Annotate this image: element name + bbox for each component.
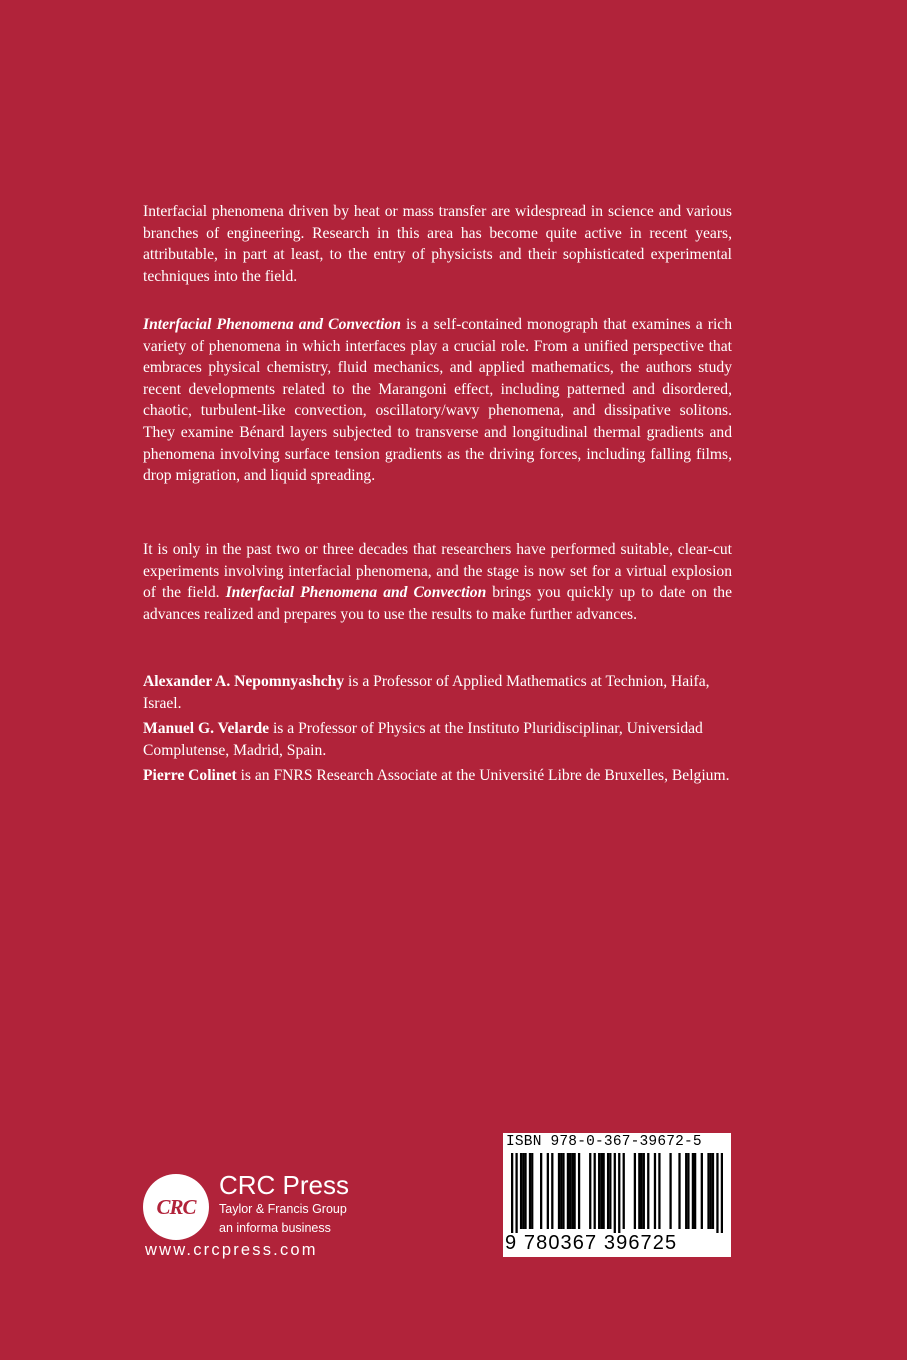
publisher-url: www.crcpress.com [145,1241,318,1259]
description-paragraph-3 [143,539,732,625]
barcode-bar [623,1153,625,1229]
author-bio [143,765,732,787]
barcode-bar [694,1153,696,1229]
crc-logo-text: CRC [156,1194,196,1219]
author-bio [143,718,732,761]
barcode-bars [511,1153,723,1233]
author-description: is an FNRS Research Associate at the Université Libre de Bruxelles, Belgium. [236,767,730,785]
barcode-bar [558,1153,560,1229]
barcode-bar [692,1153,694,1229]
barcode-bar [551,1153,553,1229]
barcode-bar [607,1153,609,1229]
barcode-bar [600,1153,602,1229]
barcode-bar [602,1153,604,1229]
author-bio [143,671,732,714]
barcode-bar [540,1153,542,1229]
barcode-bar [685,1153,687,1229]
author-description: is a Professor of Physics at the Instituto Pluridisciplinar, Universidad Complutense, Madrid, Spain. [143,720,703,759]
publisher-name: CRC Press [219,1170,350,1200]
barcode-bar [678,1153,680,1229]
barcode-bar [687,1153,689,1229]
barcode-bar [515,1153,517,1233]
barcode-bar [707,1153,709,1229]
author-bios [143,671,732,791]
barcode-bar [524,1153,526,1229]
barcode-bar [520,1153,522,1229]
barcode-bar [647,1153,649,1229]
book-title-emphasis: Interfacial Phenomena and Convection [143,316,401,333]
paragraph-2-text: is a self-contained monograph that examines a rich variety of phenomena in which interfaces play a crucial role. From a unified perspective that embraces physical chemistry, fluid mechanics, and applied mathematics, the authors study recent developments related to the Marangoni effect, including patterned and disordered, chaotic, turbulent-like convection, oscillatory/wavy phenomena, and dissipative solitons. They examine Bénard layers subjected to transverse and longitudinal thermal gradients and phenomena involving surface tension gradients as the driving forces, including falling films, drop migration, and liquid spreading. [143,316,732,485]
author-name: Manuel G. Velarde [143,720,270,738]
barcode-bar [712,1153,714,1229]
description-paragraph-1 [143,201,732,287]
barcode-digits: 9 780367 396725 [505,1232,678,1254]
barcode-bar [594,1153,596,1229]
barcode-bar [562,1153,564,1229]
barcode-bar [571,1153,573,1229]
publisher-tagline: an informa business [219,1221,331,1235]
barcode-bar [643,1153,645,1229]
barcode-bar [716,1153,718,1233]
barcode-bar [669,1153,671,1229]
barcode-bar [589,1153,591,1229]
barcode-bar [640,1153,642,1229]
barcode-bar [522,1153,524,1229]
barcode-bar [567,1153,569,1229]
barcode-bar [638,1153,640,1229]
paragraph-1-text: Interfacial phenomena driven by heat or mass transfer are widespread in science and various branches of engineering. Research in this area has become quite active in recent years, attributable, in part at least, to the entry of physicists and their sophisticated experimental techniques into the field. [143,203,732,285]
barcode-bar [701,1153,703,1229]
barcode-bar [654,1153,656,1229]
barcode-bar [598,1153,600,1229]
isbn-label: ISBN 978-0-367-39672-5 [506,1134,702,1150]
barcode-bar [721,1153,723,1233]
barcode-bar [658,1153,660,1229]
barcode-bar [614,1153,616,1233]
barcode-bar [531,1153,533,1229]
publisher-group: Taylor & Francis Group [219,1202,347,1216]
barcode-bar [547,1153,549,1229]
author-name: Pierre Colinet [143,767,237,785]
paragraph-3-start: It is only in the past two or three decades that researchers have performed suitable, clear-cut experiments involving interfacial phenomena, and the stage is now set for a virtual explosion of the field. [143,541,732,602]
barcode-bar [573,1153,575,1229]
barcode-bar [634,1153,636,1229]
barcode-bar [529,1153,531,1229]
publisher-block [143,1170,383,1270]
barcode-bar [511,1153,513,1233]
barcode-bar [609,1153,611,1229]
barcode-bar [569,1153,571,1229]
isbn-barcode [503,1133,731,1257]
barcode-bar [618,1153,620,1233]
barcode-bar [578,1153,580,1229]
crc-logo-icon [143,1174,209,1240]
barcode-bar [560,1153,562,1229]
barcode-bar [710,1153,712,1229]
author-name: Alexander A. Nepomnyashchy [143,673,345,690]
paragraph-3-end: brings you quickly up to date on the advances realized and prepares you to use the results to make further advances. [143,584,732,623]
book-title-emphasis: Interfacial Phenomena and Convection [225,584,487,602]
description-paragraph-2 [143,314,732,487]
author-description: is a Professor of Applied Mathematics at Technion, Haifa, Israel. [143,673,710,712]
